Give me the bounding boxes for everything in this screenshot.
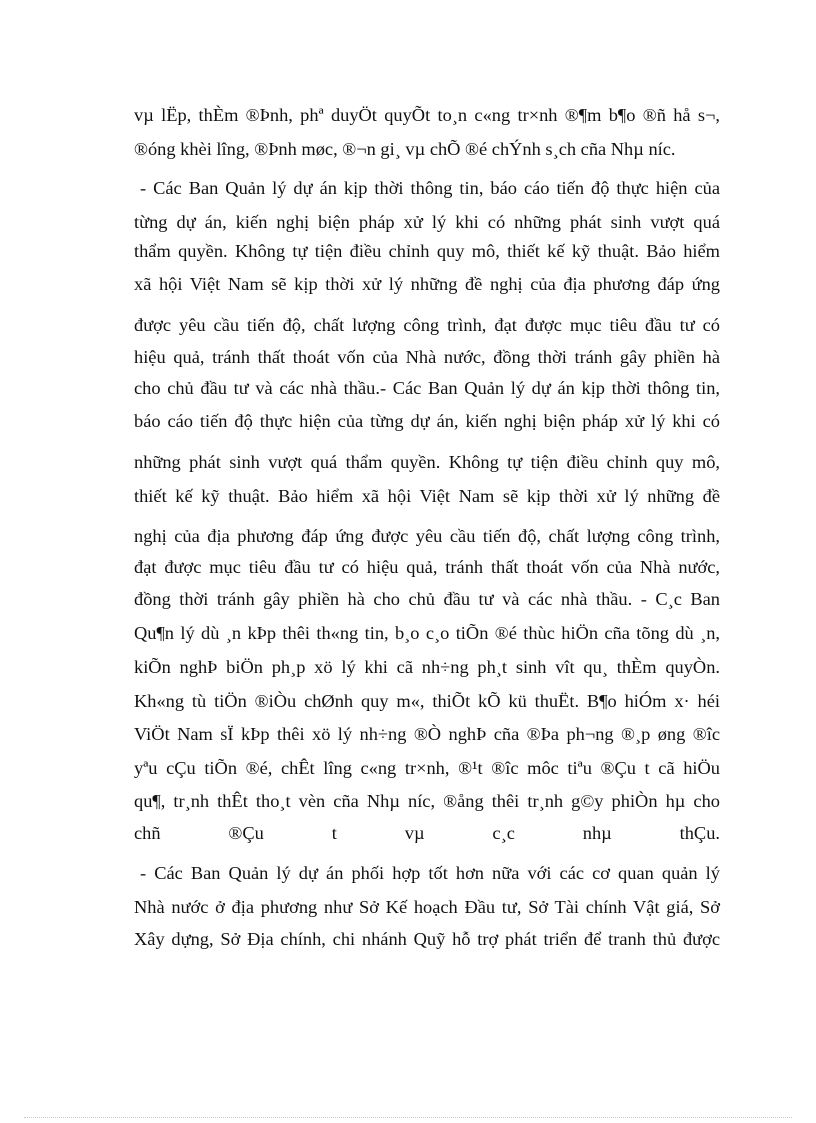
text-line: từng dự án, kiến nghị biện pháp xử lý khi có những phát sinh vượt quá <box>134 212 720 232</box>
text-line: kiÕn nghÞ biÖn ph¸p xö lý khi cã nh÷ng ph¸t sinh vît qu¸ thÈm quyÒn. <box>134 657 720 677</box>
text-line: vµ lËp, thÈm ®Þnh, phª duyÖt quyÕt to¸n c«ng tr×nh ®¶m b¶o ®ñ hå s¬, <box>134 105 720 125</box>
text-line: ViÖt Nam sÏ kÞp thêi xö lý nh÷ng ®Ò nghÞ cña ®Þa ph¬ng ®¸p øng ®îc <box>134 724 720 744</box>
text-line: yªu cÇu tiÕn ®é, chÊt lîng c«ng tr×nh, ®¹t ®îc môc tiªu ®Çu t cã hiÖu <box>134 758 720 778</box>
text-line: Nhà nước ở địa phương như Sở Kế hoạch Đầu tư, Sở Tài chính Vật giá, Sở <box>134 897 720 917</box>
text-line: cho chủ đầu tư và các nhà thầu.- Các Ban Quản lý dự án kịp thời thông tin, <box>134 378 720 398</box>
text-line: - Các Ban Quản lý dự án phối hợp tốt hơn nữa với các cơ quan quản lý <box>140 863 720 883</box>
text-line: xã hội Việt Nam sẽ kịp thời xử lý những đề nghị của địa phương đáp ứng <box>134 274 720 294</box>
text-line: báo cáo tiến độ thực hiện của từng dự án, kiến nghị biện pháp xử lý khi có <box>134 411 720 431</box>
text-line: được yêu cầu tiến độ, chất lượng công trình, đạt được mục tiêu đầu tư có <box>134 315 720 335</box>
text-line: những phát sinh vượt quá thẩm quyền. Không tự tiện điều chỉnh quy mô, <box>134 452 720 472</box>
text-line: Xây dựng, Sở Địa chính, chi nhánh Quỹ hỗ trợ phát triển để tranh thủ được <box>134 929 720 949</box>
text-line: đồng thời tránh gây phiền hà cho chủ đầu tư và các nhà thầu. - C¸c Ban <box>134 589 720 609</box>
text-line: hiệu quả, tránh thất thoát vốn của Nhà nước, đồng thời tránh gây phiền hà <box>134 347 720 367</box>
text-line: đạt được mục tiêu đầu tư có hiệu quả, tránh thất thoát vốn của Nhà nước, <box>134 557 720 577</box>
text-line: chñ ®Çu t vµ c¸c nhµ thÇu. <box>134 823 720 843</box>
text-line: - Các Ban Quản lý dự án kịp thời thông tin, báo cáo tiến độ thực hiện của <box>140 178 720 198</box>
text-line: qu¶, tr¸nh thÊt tho¸t vèn cña Nhµ níc, ®ång thêi tr¸nh g©y phiÒn hµ cho <box>134 791 720 811</box>
text-line: thẩm quyền. Không tự tiện điều chỉnh quy mô, thiết kế kỹ thuật. Bảo hiểm <box>134 241 720 261</box>
text-line: ®óng khèi lîng, ®Þnh møc, ®¬n gi¸ vµ chÕ ®é chÝnh s¸ch cña Nhµ níc. <box>134 139 676 159</box>
text-line: thiết kế kỹ thuật. Bảo hiểm xã hội Việt Nam sẽ kịp thời xử lý những đề <box>134 486 720 506</box>
text-line: nghị của địa phương đáp ứng được yêu cầu tiến độ, chất lượng công trình, <box>134 526 720 546</box>
page-bottom-divider <box>24 1117 792 1118</box>
text-line: Kh«ng tù tiÖn ®iÒu chØnh quy m«, thiÕt kÕ kü thuËt. B¶o hiÓm x· héi <box>134 691 720 711</box>
text-line: Qu¶n lý dù ¸n kÞp thêi th«ng tin, b¸o c¸o tiÕn ®é thùc hiÖn cña tõng dù ¸n, <box>134 623 720 643</box>
